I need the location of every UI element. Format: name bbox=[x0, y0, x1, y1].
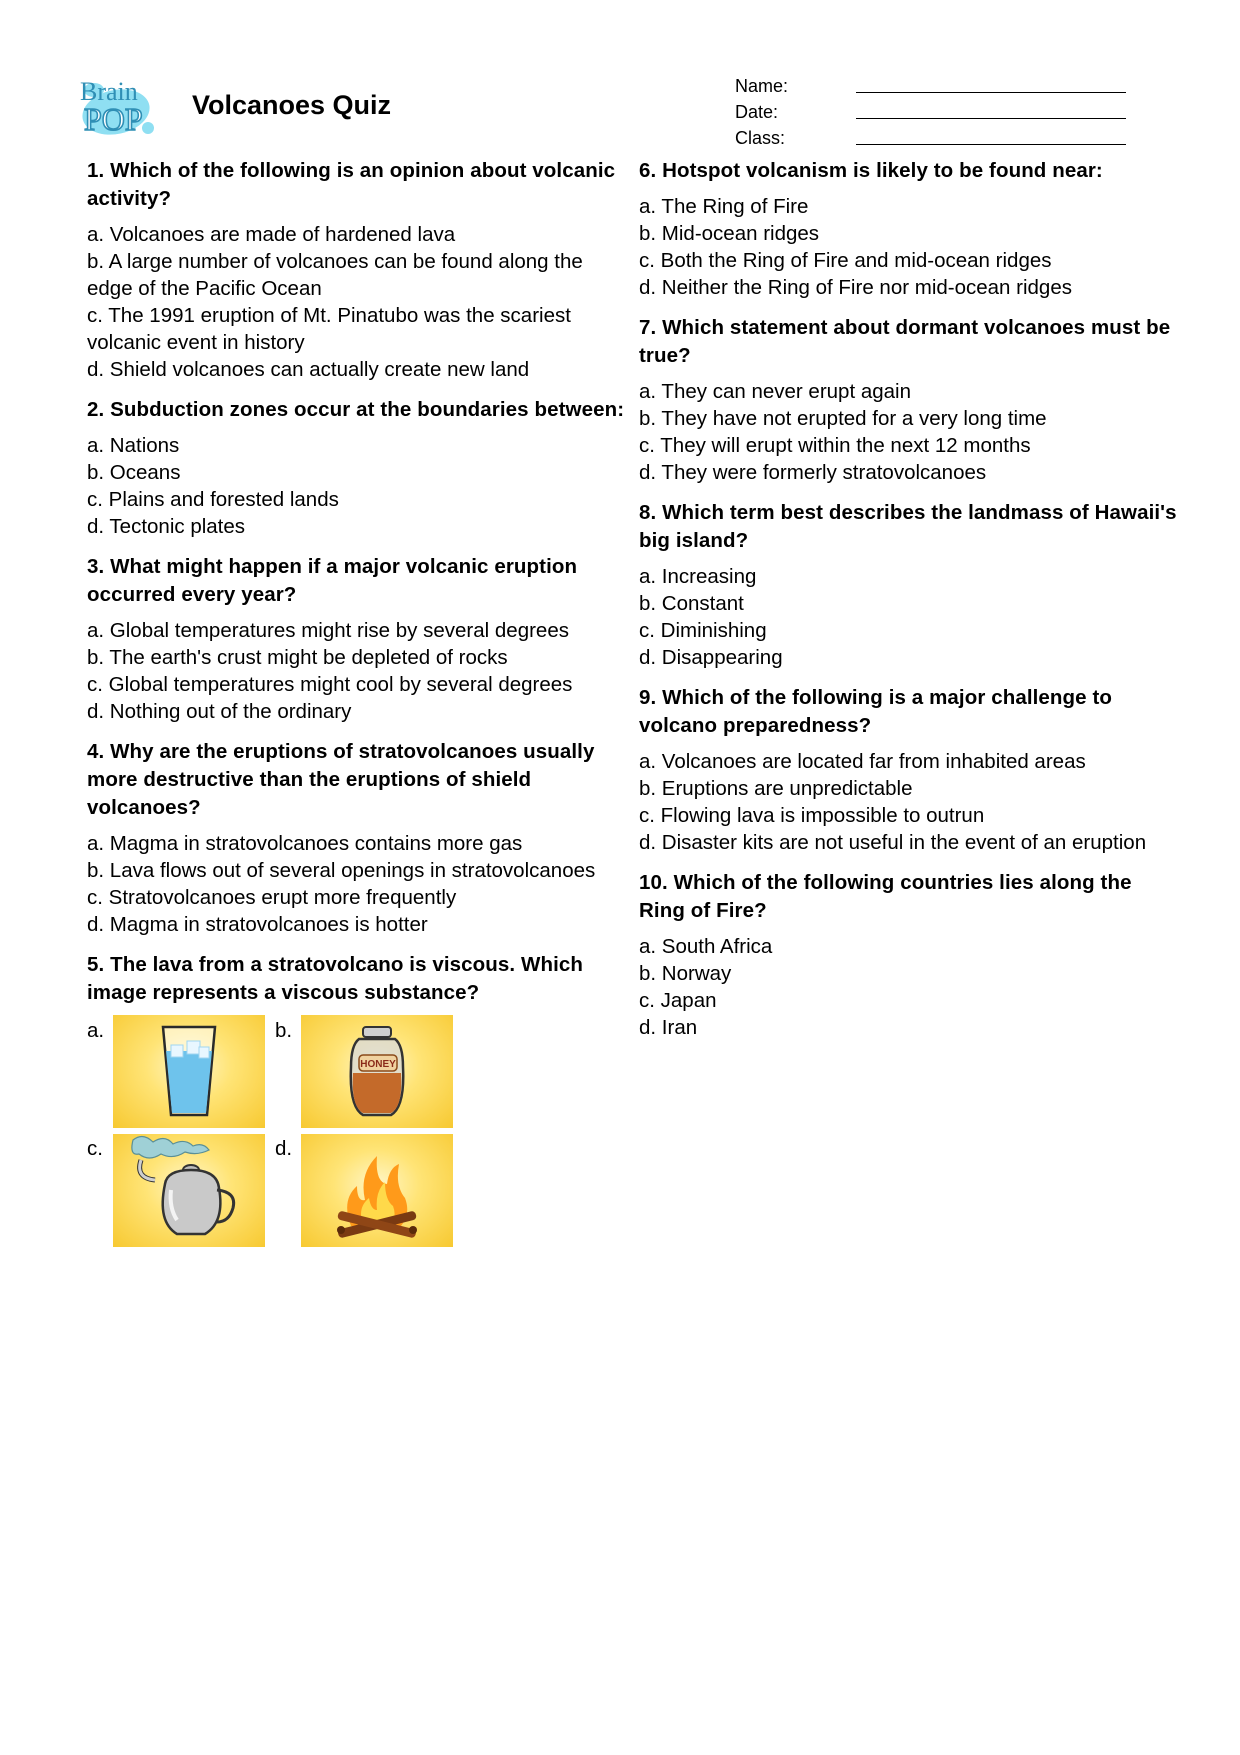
honey-jar-icon bbox=[301, 1015, 453, 1128]
questions-right-column bbox=[639, 157, 1179, 1054]
brainpop-logo-icon bbox=[78, 68, 158, 144]
answer-option[interactable]: d. They were formerly stratovolcanoes bbox=[639, 461, 987, 484]
question-10 bbox=[639, 869, 1179, 1041]
question-1 bbox=[87, 157, 627, 383]
answer-option[interactable]: a. Nations bbox=[87, 434, 180, 457]
question-text: 4. Why are the eruptions of stratovolcanoes usually more destructive than the eruptions of shield volcanoes? bbox=[87, 740, 595, 819]
answer-option[interactable]: b. Norway bbox=[639, 962, 732, 985]
answer-option[interactable]: a. Global temperatures might rise by several degrees bbox=[87, 619, 569, 642]
question-text: 5. The lava from a stratovolcano is viscous. Which image represents a viscous substance? bbox=[87, 953, 584, 1004]
answer-option[interactable]: d. Iran bbox=[639, 1016, 698, 1039]
answer-option[interactable]: b. The earth's crust might be depleted of rocks bbox=[87, 646, 508, 669]
question-6 bbox=[639, 157, 1179, 301]
image-option-letter: c. bbox=[87, 1137, 103, 1160]
water-glass-icon bbox=[113, 1015, 265, 1128]
question-text: 1. Which of the following is an opinion about volcanic activity? bbox=[87, 159, 616, 210]
answer-option[interactable]: c. Japan bbox=[639, 989, 717, 1012]
answer-option[interactable]: d. Magma in stratovolcanoes is hotter bbox=[87, 913, 428, 936]
answer-option[interactable]: d. Shield volcanoes can actually create new land bbox=[87, 358, 530, 381]
image-option-letter: b. bbox=[275, 1019, 293, 1042]
answer-option[interactable]: d. Tectonic plates bbox=[87, 515, 246, 538]
class-label: Class: bbox=[735, 128, 786, 148]
class-field[interactable] bbox=[856, 144, 1126, 145]
answer-option[interactable]: b. Mid-ocean ridges bbox=[639, 222, 820, 245]
campfire-icon bbox=[301, 1134, 453, 1247]
name-field[interactable] bbox=[856, 92, 1126, 93]
brainpop-logo bbox=[78, 68, 158, 144]
question-text: 2. Subduction zones occur at the boundaries between: bbox=[87, 398, 625, 421]
answer-option[interactable]: c. Global temperatures might cool by several degrees bbox=[87, 673, 573, 696]
image-option-letter: d. bbox=[275, 1137, 293, 1160]
answer-option[interactable]: b. Oceans bbox=[87, 461, 181, 484]
image-options-grid bbox=[87, 1015, 627, 1255]
questions-left-column bbox=[87, 157, 627, 1268]
svg-text:HONEY: HONEY bbox=[360, 1059, 396, 1070]
answer-option[interactable]: a. Volcanoes are made of hardened lava bbox=[87, 223, 456, 246]
answer-option[interactable]: b. A large number of volcanoes can be found along the edge of the Pacific Ocean bbox=[87, 250, 583, 300]
answer-option[interactable]: d. Neither the Ring of Fire nor mid-ocean ridges bbox=[639, 276, 1072, 299]
answer-option[interactable]: c. Both the Ring of Fire and mid-ocean ridges bbox=[639, 249, 1052, 272]
question-text: 3. What might happen if a major volcanic eruption occurred every year? bbox=[87, 555, 578, 606]
question-3 bbox=[87, 553, 627, 725]
answer-option[interactable]: c. The 1991 eruption of Mt. Pinatubo was the scariest volcanic event in history bbox=[87, 304, 571, 354]
image-option-c[interactable] bbox=[113, 1134, 265, 1247]
answer-option[interactable]: c. Flowing lava is impossible to outrun bbox=[639, 804, 985, 827]
date-field[interactable] bbox=[856, 118, 1126, 119]
page-title: Volcanoes Quiz bbox=[192, 90, 392, 120]
answer-option[interactable]: d. Nothing out of the ordinary bbox=[87, 700, 352, 723]
answer-option[interactable]: a. South Africa bbox=[639, 935, 773, 958]
answer-option[interactable]: c. Plains and forested lands bbox=[87, 488, 339, 511]
answer-option[interactable]: a. The Ring of Fire bbox=[639, 195, 809, 218]
answer-option[interactable]: b. Lava flows out of several openings in stratovolcanoes bbox=[87, 859, 596, 882]
question-text: 10. Which of the following countries lies along the Ring of Fire? bbox=[639, 871, 1132, 922]
question-text: 9. Which of the following is a major challenge to volcano preparedness? bbox=[639, 686, 1113, 737]
answer-option[interactable]: d. Disaster kits are not useful in the event of an eruption bbox=[639, 831, 1147, 854]
answer-option[interactable]: c. They will erupt within the next 12 months bbox=[639, 434, 1031, 457]
answer-option[interactable]: b. Constant bbox=[639, 592, 744, 615]
svg-text:POP: POP bbox=[84, 101, 143, 137]
question-text: 7. Which statement about dormant volcanoes must be true? bbox=[639, 316, 1171, 367]
answer-option[interactable]: b. They have not erupted for a very long time bbox=[639, 407, 1047, 430]
teapot-icon bbox=[113, 1134, 265, 1247]
answer-option[interactable]: c. Diminishing bbox=[639, 619, 767, 642]
question-2 bbox=[87, 396, 627, 540]
answer-option[interactable]: a. They can never erupt again bbox=[639, 380, 911, 403]
name-label: Name: bbox=[735, 76, 789, 96]
image-option-letter: a. bbox=[87, 1019, 105, 1042]
image-option-d[interactable] bbox=[301, 1134, 453, 1247]
answer-option[interactable]: a. Volcanoes are located far from inhabited areas bbox=[639, 750, 1086, 773]
question-4 bbox=[87, 738, 627, 938]
answer-option[interactable]: a. Magma in stratovolcanoes contains more gas bbox=[87, 832, 523, 855]
answer-option[interactable]: b. Eruptions are unpredictable bbox=[639, 777, 913, 800]
answer-option[interactable]: d. Disappearing bbox=[639, 646, 783, 669]
answer-option[interactable]: a. Increasing bbox=[639, 565, 757, 588]
question-7 bbox=[639, 314, 1179, 486]
date-label: Date: bbox=[735, 102, 779, 122]
answer-option[interactable]: c. Stratovolcanoes erupt more frequently bbox=[87, 886, 457, 909]
image-option-a[interactable] bbox=[113, 1015, 265, 1128]
question-8 bbox=[639, 499, 1179, 671]
question-text: 6. Hotspot volcanism is likely to be found near: bbox=[639, 159, 1103, 182]
question-5 bbox=[87, 951, 627, 1255]
question-9 bbox=[639, 684, 1179, 856]
image-option-b[interactable] bbox=[301, 1015, 453, 1128]
question-text: 8. Which term best describes the landmass of Hawaii's big island? bbox=[639, 501, 1177, 552]
svg-text:Brain: Brain bbox=[80, 77, 138, 106]
